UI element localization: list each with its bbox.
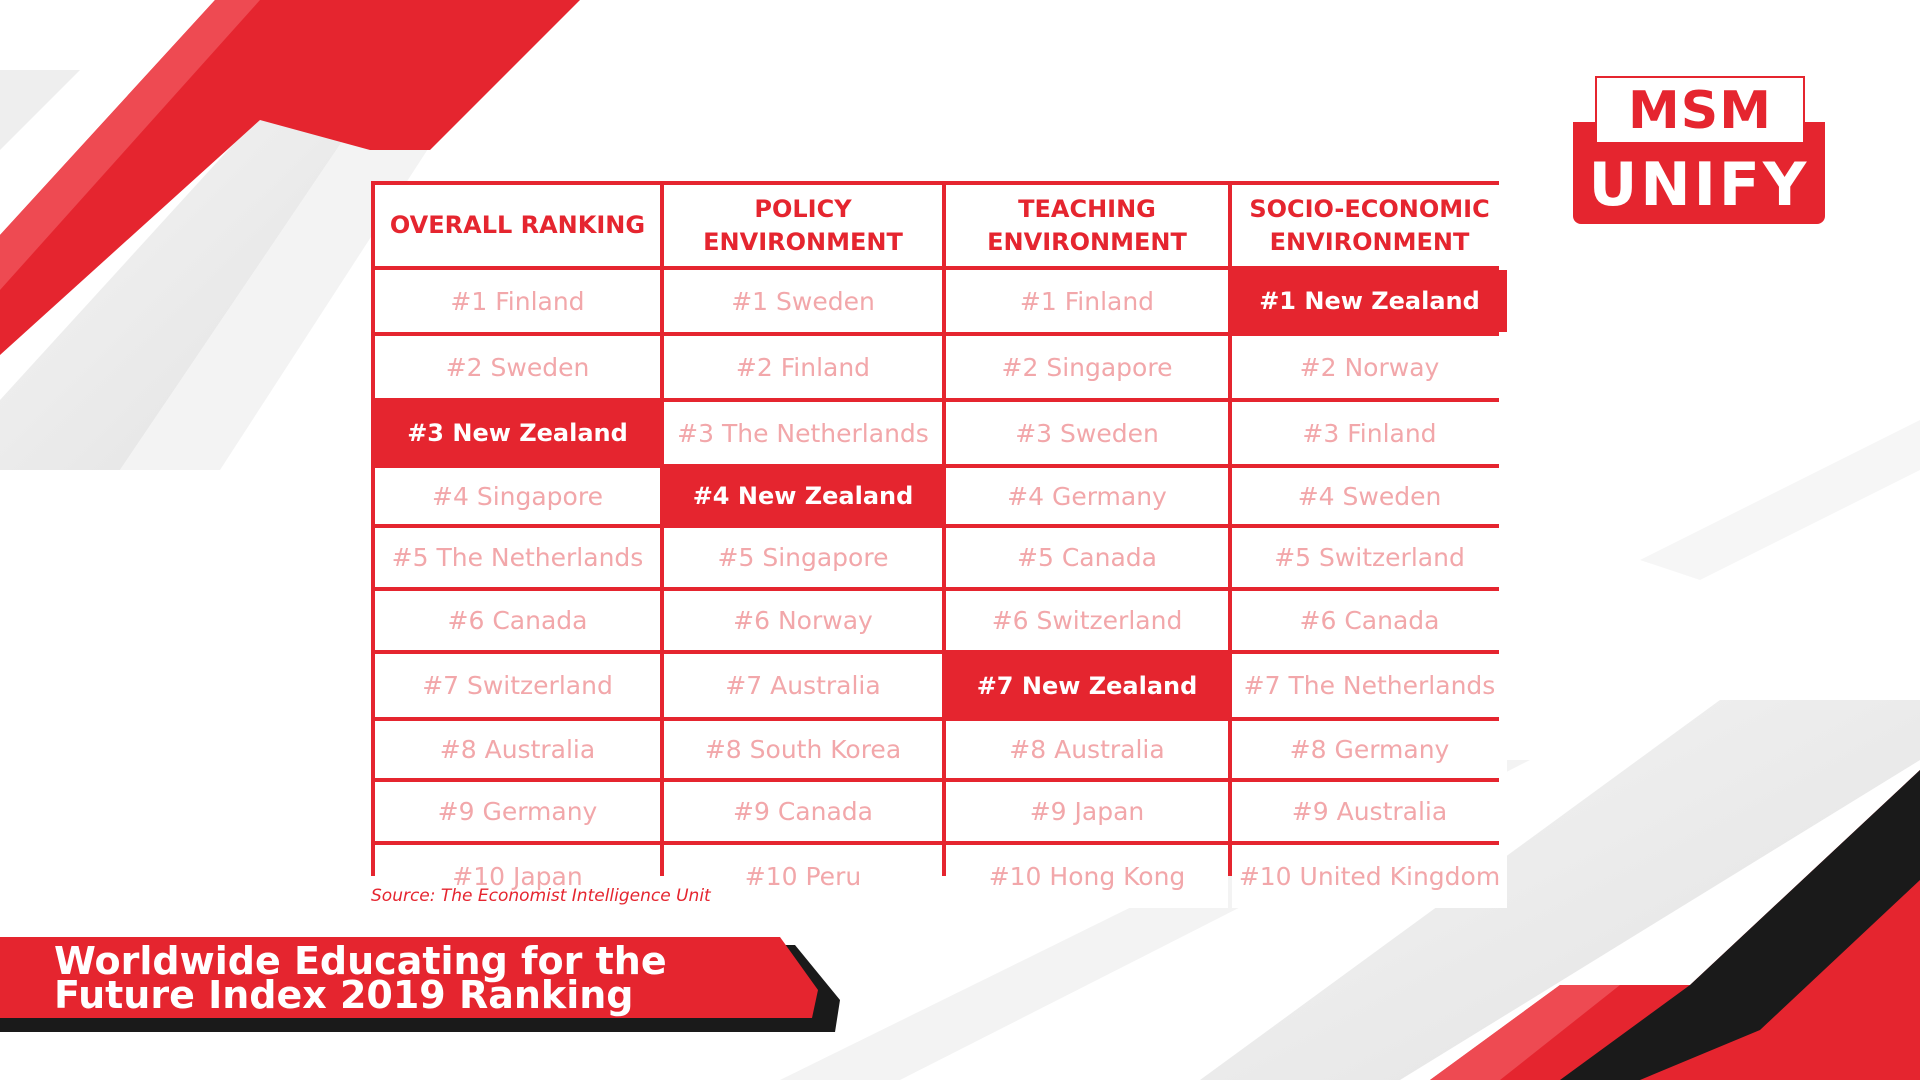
ranking-cell: #4 New Zealand xyxy=(664,468,942,524)
ranking-cell: #7 Australia xyxy=(664,654,942,717)
ranking-cell: #7 Switzerland xyxy=(375,654,660,717)
ranking-cell: #1 New Zealand xyxy=(1232,270,1507,332)
ranking-cell: #7 New Zealand xyxy=(946,654,1228,717)
ranking-cell: #10 Peru xyxy=(664,845,942,908)
banner-title xyxy=(54,939,774,1017)
ranking-table xyxy=(371,181,1501,891)
ranking-cell: #5 Switzerland xyxy=(1232,528,1507,587)
ranking-cell: #6 Canada xyxy=(1232,591,1507,650)
banner-title-line1: Worldwide Educating for the xyxy=(54,939,667,983)
ranking-cell: #6 Switzerland xyxy=(946,591,1228,650)
ranking-cell: #3 The Netherlands xyxy=(664,402,942,464)
ranking-cell: #5 Canada xyxy=(946,528,1228,587)
ranking-cell: #10 United Kingdom xyxy=(1232,845,1507,908)
ranking-cell: #10 Hong Kong xyxy=(946,845,1228,908)
ranking-cell: #3 Sweden xyxy=(946,402,1228,464)
ranking-cell: #9 Germany xyxy=(375,782,660,841)
ranking-cell: #5 The Netherlands xyxy=(375,528,660,587)
ranking-cell: #6 Norway xyxy=(664,591,942,650)
ranking-cell: #8 Germany xyxy=(1232,721,1507,778)
source-caption: Source: The Economist Intelligence Unit xyxy=(371,886,711,906)
ranking-cell: #4 Sweden xyxy=(1232,468,1507,524)
logo-text-msm: MSM xyxy=(1595,76,1805,144)
ranking-cell: #3 New Zealand xyxy=(375,402,660,464)
ranking-cell: #10 Japan xyxy=(375,845,660,908)
ranking-cell: #9 Australia xyxy=(1232,782,1507,841)
ranking-cell: #9 Canada xyxy=(664,782,942,841)
banner-title-line2: Future Index 2019 Ranking xyxy=(54,973,634,1017)
ranking-cell: #2 Sweden xyxy=(375,336,660,398)
ranking-cell: #7 The Netherlands xyxy=(1232,654,1507,717)
ranking-cell: #8 South Korea xyxy=(664,721,942,778)
ranking-cell: #6 Canada xyxy=(375,591,660,650)
ranking-cell: #8 Australia xyxy=(946,721,1228,778)
ranking-cell: #1 Finland xyxy=(946,270,1228,332)
ranking-cell: #4 Germany xyxy=(946,468,1228,524)
ranking-cell: #3 Finland xyxy=(1232,402,1507,464)
msm-unify-logo xyxy=(1573,76,1825,224)
column-header: TEACHING ENVIRONMENT xyxy=(946,185,1228,266)
column-header: OVERALL RANKING xyxy=(375,185,660,266)
ranking-cell: #8 Australia xyxy=(375,721,660,778)
logo-text-unify: UNIFY xyxy=(1573,122,1825,224)
ranking-cell: #2 Singapore xyxy=(946,336,1228,398)
column-header: SOCIO-ECONOMIC ENVIRONMENT xyxy=(1232,185,1507,266)
ranking-cell: #1 Sweden xyxy=(664,270,942,332)
ranking-cell: #2 Norway xyxy=(1232,336,1507,398)
ranking-cell: #5 Singapore xyxy=(664,528,942,587)
ranking-cell: #9 Japan xyxy=(946,782,1228,841)
ranking-cell: #2 Finland xyxy=(664,336,942,398)
ranking-cell: #4 Singapore xyxy=(375,468,660,524)
ranking-cell: #1 Finland xyxy=(375,270,660,332)
column-header: POLICY ENVIRONMENT xyxy=(664,185,942,266)
